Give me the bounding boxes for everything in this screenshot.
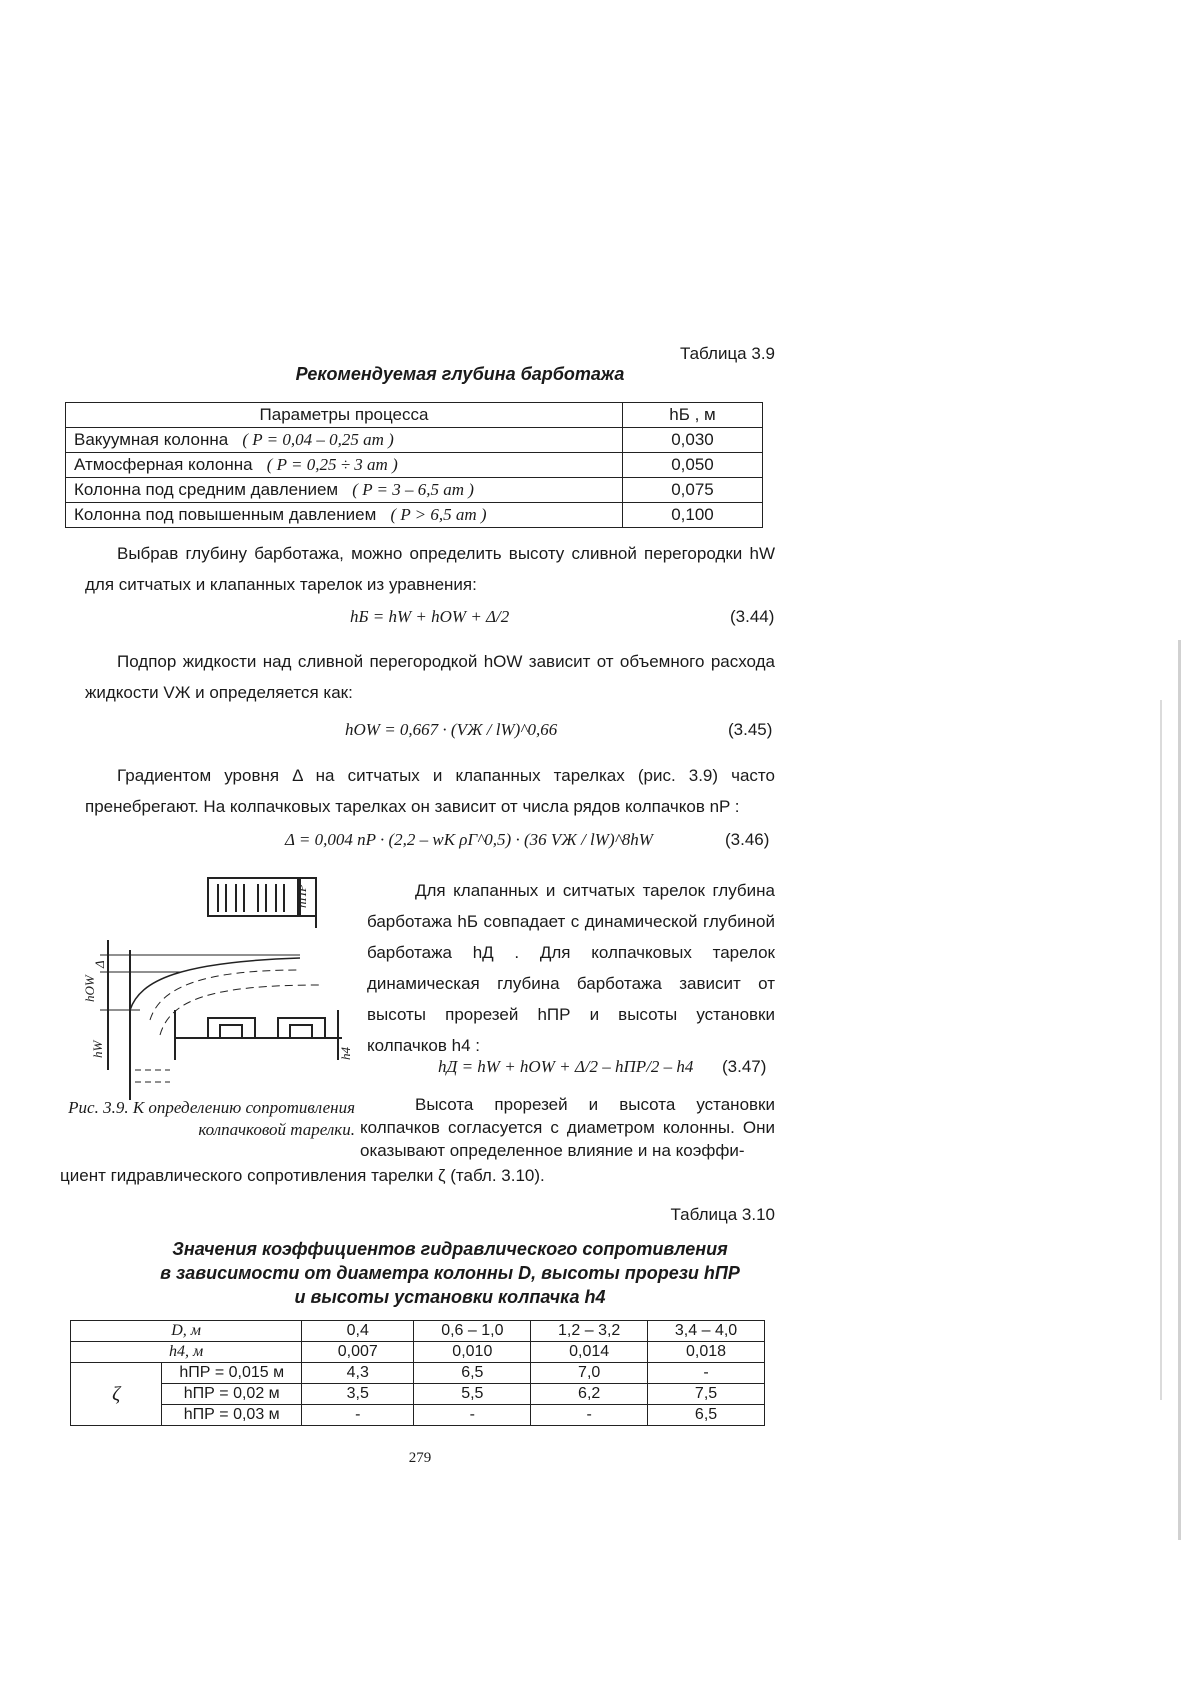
paragraph-2: Подпор жидкости над сливной перегородкой hOW зависит от объемного расхода жидкости VЖ и определяется как:: [85, 652, 775, 702]
cell: hПР = 0,015 м: [162, 1363, 302, 1384]
label-hpr: hПР: [294, 884, 309, 908]
param-cell: Вакуумная колонна ( P = 0,04 – 0,25 ат ): [66, 428, 623, 453]
page-number: 279: [408, 1450, 432, 1466]
cell: 3,4 – 4,0: [648, 1321, 765, 1342]
value-cell: 0,100: [623, 503, 763, 528]
equation-3-47: hД = hW + hOW + Δ/2 – hПР/2 – h4: [438, 1057, 694, 1076]
value-cell: 0,050: [623, 453, 763, 478]
cell: 0,010: [414, 1342, 531, 1363]
paragraph-1: Выбрав глубину барботажа, можно определить высоту сливной перегородки hW для ситчатых и клапанных тарелок из уравнения:: [85, 544, 775, 594]
value-cell: 0,075: [623, 478, 763, 503]
cell: 0,018: [648, 1342, 765, 1363]
equation-3-44: hБ = hW + hOW + Δ/2: [350, 607, 510, 626]
cell: 6,5: [414, 1363, 531, 1384]
param-cell: Колонна под средним давлением ( P = 3 – 6,5 ат ): [66, 478, 623, 503]
equation-3-44-number: (3.44): [730, 607, 775, 626]
table-3-9-title: Рекомендуемая глубина барботажа: [295, 364, 625, 384]
value-cell: 0,030: [623, 428, 763, 453]
zeta-cell: ζ: [71, 1363, 162, 1426]
cell: 7,5: [648, 1384, 765, 1405]
label-h4: h4: [338, 1047, 353, 1060]
table-row: [71, 1321, 765, 1342]
cell: h4, м: [71, 1342, 302, 1363]
equation-3-45-number: (3.45): [728, 720, 773, 739]
equation-3-46-number: (3.46): [725, 830, 770, 849]
cell: 5,5: [414, 1384, 531, 1405]
paragraph-5b: циент гидравлического сопротивления тарелки ζ (табл. 3.10).: [60, 1166, 545, 1185]
cell: 4,3: [302, 1363, 414, 1384]
table-3-10-label: Таблица 3.10: [670, 1205, 775, 1224]
table-3-9-label: Таблица 3.9: [679, 344, 775, 363]
label-delta: Δ: [92, 960, 107, 968]
cell: hПР = 0,03 м: [162, 1405, 302, 1426]
table-row: [71, 1405, 765, 1426]
label-how: hOW: [82, 975, 97, 1002]
table-row: [66, 503, 763, 528]
table-3-10-title: Значения коэффициентов гидравлического сопротивления в зависимости от диаметра колонны D, высоты прорези hПР и высоты установки колпачка h4: [160, 1239, 740, 1307]
cell: 6,2: [531, 1384, 648, 1405]
figure-caption: Рис. 3.9. К определению сопротивления колпачковой тарелки.: [68, 1098, 355, 1139]
table-row: [71, 1342, 765, 1363]
table-3-10: [70, 1320, 765, 1426]
header-params: Параметры процесса: [66, 403, 623, 428]
equation-3-47-number: (3.47): [722, 1057, 767, 1076]
cell: 1,2 – 3,2: [531, 1321, 648, 1342]
table-row: [71, 1384, 765, 1405]
cell: hПР = 0,02 м: [162, 1384, 302, 1405]
cell: 0,014: [531, 1342, 648, 1363]
equation-3-45: hOW = 0,667 · (VЖ / lW)^0,66: [345, 720, 558, 739]
table-row: [71, 1363, 765, 1384]
cell: D, м: [71, 1321, 302, 1342]
table-3-9: [65, 402, 763, 528]
table-header-row: [66, 403, 763, 428]
cell: 6,5: [648, 1405, 765, 1426]
table-row: [66, 428, 763, 453]
cell: 7,0: [531, 1363, 648, 1384]
cell: 0,6 – 1,0: [414, 1321, 531, 1342]
paragraph-3: Градиентом уровня Δ на ситчатых и клапанных тарелках (рис. 3.9) часто пренебрегают. На колпачковых тарелках он зависит от числа рядов колпачков nP :: [85, 766, 775, 816]
label-hw: hW: [90, 1040, 105, 1058]
param-cell: Колонна под повышенным давлением ( P > 6,5 ат ): [66, 503, 623, 528]
cell: 0,007: [302, 1342, 414, 1363]
cell: 0,4: [302, 1321, 414, 1342]
table-row: [66, 478, 763, 503]
header-hb: hБ , м: [623, 403, 763, 428]
cell: -: [414, 1405, 531, 1426]
paragraph-4: Для клапанных и ситчатых тарелок глубина барботажа hБ совпадает с динамической глубиной барботажа hД . Для колпачковых тарелок динамическая глубина барботажа зависит от высоты прорезей hПР и высоты установки колпачков h4 :: [367, 881, 775, 1055]
cell: -: [531, 1405, 648, 1426]
scan-edge-artifact: [1178, 640, 1181, 1540]
table-row: [66, 453, 763, 478]
equation-3-46: Δ = 0,004 nP · (2,2 – wK ρГ^0,5) · (36 VЖ / lW)^8hW: [285, 830, 653, 849]
paragraph-5a: Высота прорезей и высота установки колпачков согласуется с диаметром колонны. Они оказывают определенное влияние и на коэффи-: [360, 1095, 775, 1160]
param-cell: Атмосферная колонна ( P = 0,25 ÷ 3 ат ): [66, 453, 623, 478]
scan-edge-artifact: [1160, 700, 1162, 1400]
cell: -: [302, 1405, 414, 1426]
cell: 3,5: [302, 1384, 414, 1405]
cell: -: [648, 1363, 765, 1384]
bubble-cap-tray-figure: [80, 870, 360, 1100]
